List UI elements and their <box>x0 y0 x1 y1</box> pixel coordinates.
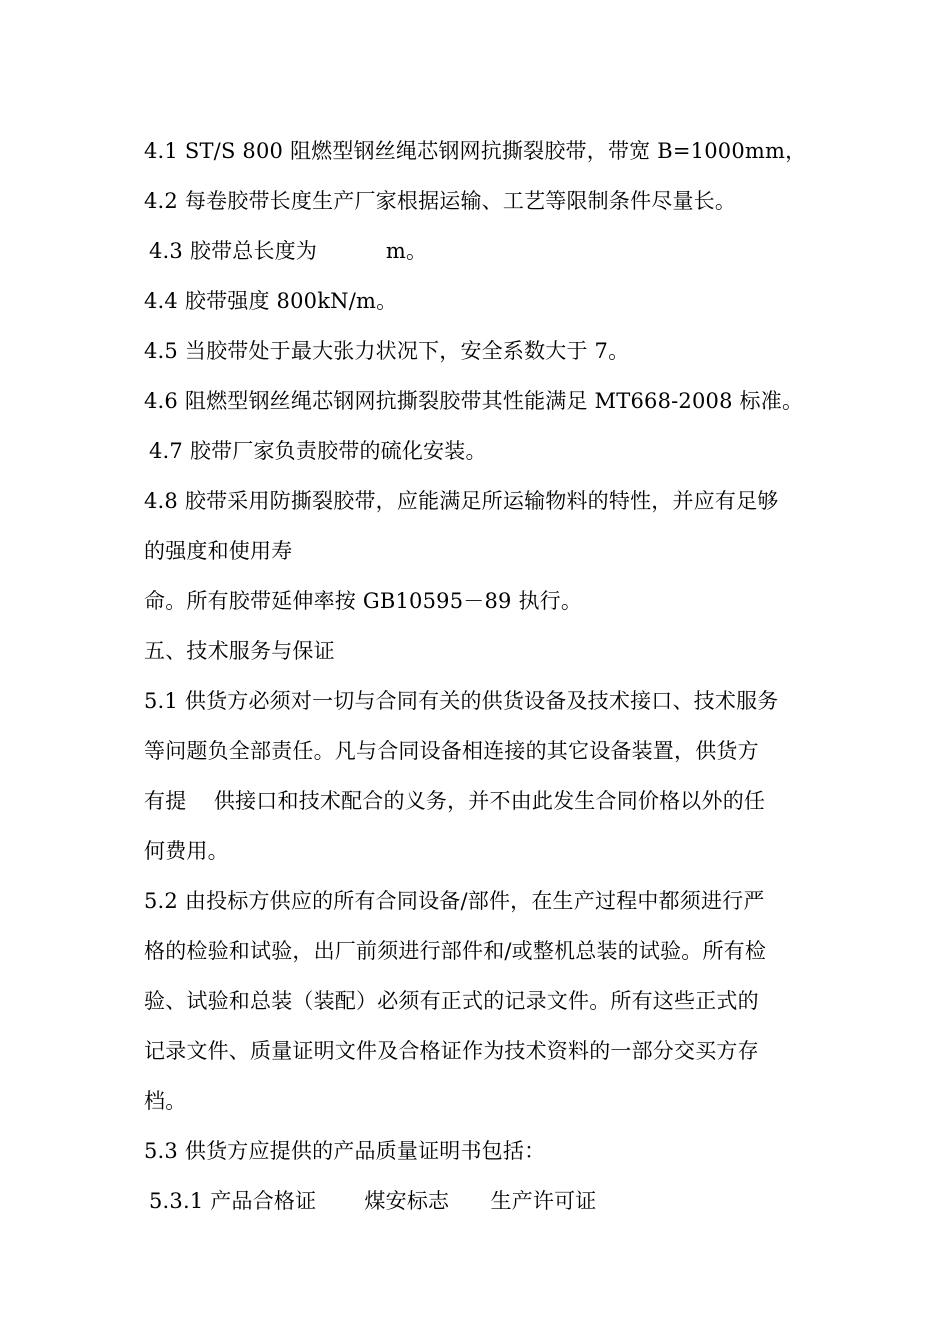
clause-5-2-line-5: 档。 <box>144 1089 187 1113</box>
clause-5-3-1: 5.3.1 产品合格证 煤安标志 生产许可证 <box>149 1189 597 1213</box>
clause-4-7: 4.7 胶带厂家负责胶带的硫化安装。 <box>149 439 487 463</box>
clause-5-1-line-1: 5.1 供货方必须对一切与合同有关的供货设备及技术接口、技术服务 <box>144 689 779 713</box>
clause-5-1-line-4: 何费用。 <box>144 839 229 863</box>
clause-5-3: 5.3 供货方应提供的产品质量证明书包括： <box>144 1139 546 1163</box>
clause-4-1: 4.1 ST/S 800 阻燃型钢丝绳芯钢网抗撕裂胶带，带宽 B=1000mm， <box>144 139 807 163</box>
clause-4-6: 4.6 阻燃型钢丝绳芯钢网抗撕裂胶带其性能满足 MT668-2008 标准。 <box>144 389 804 413</box>
clause-5-1-line-3: 有提 供接口和技术配合的义务，并不由此发生合同价格以外的任 <box>144 789 766 813</box>
clause-4-8-line-2: 的强度和使用寿 <box>144 539 293 563</box>
clause-5-2-line-3: 验、试验和总装（装配）必须有正式的记录文件。所有这些正式的 <box>144 989 759 1013</box>
clause-4-8-line-1: 4.8 胶带采用防撕裂胶带，应能满足所运输物料的特性，并应有足够 <box>144 489 779 513</box>
clause-5-1-line-2: 等问题负全部责任。凡与合同设备相连接的其它设备装置，供货方 <box>144 739 759 763</box>
clause-5-2-line-4: 记录文件、质量证明文件及合格证作为技术资料的一部分交买方存 <box>144 1039 759 1063</box>
section-5-heading: 五、技术服务与保证 <box>144 639 335 663</box>
clause-5-2-line-1: 5.2 由投标方供应的所有合同设备/部件，在生产过程中都须进行严 <box>144 889 765 913</box>
clause-4-4: 4.4 胶带强度 800kN/m。 <box>144 289 398 313</box>
clause-4-3: 4.3 胶带总长度为 m。 <box>149 239 428 263</box>
clause-4-8-line-3: 命。所有胶带延伸率按 GB10595－89 执行。 <box>144 589 583 613</box>
clause-4-2: 4.2 每卷胶带长度生产厂家根据运输、工艺等限制条件尽量长。 <box>144 189 737 213</box>
clause-5-2-line-2: 格的检验和试验，出厂前须进行部件和/或整机总装的试验。所有检 <box>144 939 767 963</box>
clause-4-5: 4.5 当胶带处于最大张力状况下，安全系数大于 7。 <box>144 339 630 363</box>
